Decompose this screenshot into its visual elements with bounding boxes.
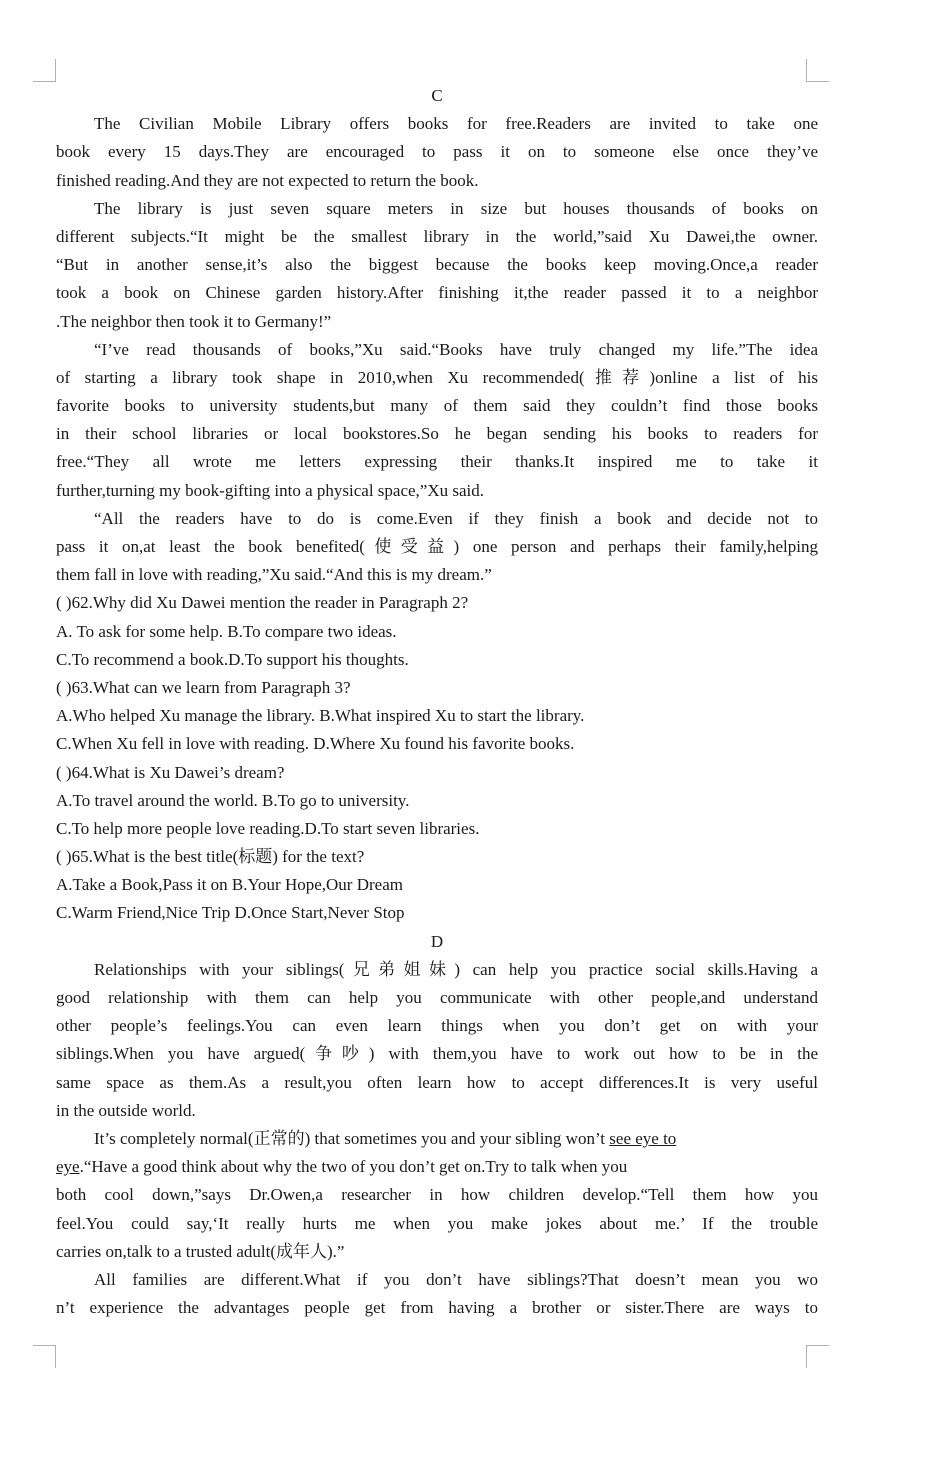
section-heading-d: D [430,931,444,951]
question-options: C.To recommend a book.D.To support his thoughts. [56,649,409,669]
corner-crop-mark [33,1345,56,1368]
passage-c-paragraph-1: The Civilian Mobile Library offers books for free.Readers are invited to take one book every 15 days.They are encouraged to pass it on to someone else once they’ve finished reading.And they are not expected to return the book. [56,114,818,190]
question-65 [56,843,818,928]
question-64 [56,759,818,844]
underlined-phrase: eye [56,1157,80,1177]
question-options: A.Who helped Xu manage the library. B.What inspired Xu to start the library. [56,706,585,726]
question-options: A. To ask for some help. B.To compare two ideas. [56,621,397,641]
underlined-phrase: see eye to [609,1128,677,1148]
question-options: C.To help more people love reading.D.To start seven libraries. [56,818,480,838]
question-stem: ( )64.What is Xu Dawei’s dream? [56,762,285,782]
question-62 [56,589,818,674]
passage-d-paragraph-1: Relationships with your siblings(兄弟姐妹) can help you practice social skills.Having a good relationship with them can help you communicate with other people,and understand other people’s feelings.You can even learn things when you don’t get on with your siblings.When you have argued(争吵) with them,you have to work out how to be in the same space as them.As a result,you often learn how to accept differences.It is very useful in the outside world. [56,959,818,1120]
question-options: A.To travel around the world. B.To go to university. [56,790,410,810]
passage-c-paragraph-3: “I’ve read thousands of books,”Xu said.“Books have truly changed my life.”The idea of starting a library took shape in 2010,when Xu recommended(推荐)online a list of his favorite books to university students,but many of them said they couldn’t find those books in their school libraries or local bookstores.So he began sending his books to readers for free.“They all wrote me letters expressing their thanks.It inspired me to take it further,turning my book-gifting into a physical space,”Xu said. [56,339,818,500]
question-options: C.Warm Friend,Nice Trip D.Once Start,Never Stop [56,903,405,923]
question-options: A.Take a Book,Pass it on B.Your Hope,Our Dream [56,875,403,895]
corner-crop-mark [806,1345,829,1368]
question-stem: ( )62.Why did Xu Dawei mention the reader in Paragraph 2? [56,593,469,613]
corner-crop-mark [806,59,829,82]
passage-d-paragraph-3: All families are different.What if you don’t have siblings?That doesn’t mean you wo n’t experience the advantages people get from having a brother or sister.There are ways to [56,1269,818,1318]
question-63 [56,674,818,759]
passage-c-paragraph-4: “All the readers have to do is come.Even if they finish a book and decide not to pass it on,at least the book benefited(使受益) one person and perhaps their family,helping them fall in love with reading,”Xu said.“And this is my dream.” [56,508,818,585]
passage-d-paragraph-2: It’s completely normal(正常的) that sometimes you and your sibling won’t see eye to eye.“Have a good think about why the two of you don’t get on.Try to talk when you both cool down,”says Dr.Owen,a researcher in how children develop.“Tell them how you feel.You could say,‘It really hurts me when you make jokes about me.’ If the trouble carries on,talk to a trusted adult(成年人).” [56,1128,818,1261]
question-stem: ( )63.What can we learn from Paragraph 3? [56,677,351,697]
passage-c-paragraph-2: The library is just seven square meters in size but houses thousands of books on different subjects.“It might be the smallest library in the world,”said Xu Dawei,the owner. “But in another sense,it’s also the biggest because the books keep moving.Once,a reader took a book on Chinese garden history.After finishing it,the reader passed it to a neighbor .The neighbor then took it to Germany!” [56,198,818,331]
document-content [56,82,818,1322]
section-heading-c: C [431,86,443,105]
question-options: C.When Xu fell in love with reading. D.Where Xu found his favorite books. [56,734,575,754]
question-stem: ( )65.What is the best title(标题) for the text? [56,847,365,867]
corner-crop-mark [33,59,56,82]
